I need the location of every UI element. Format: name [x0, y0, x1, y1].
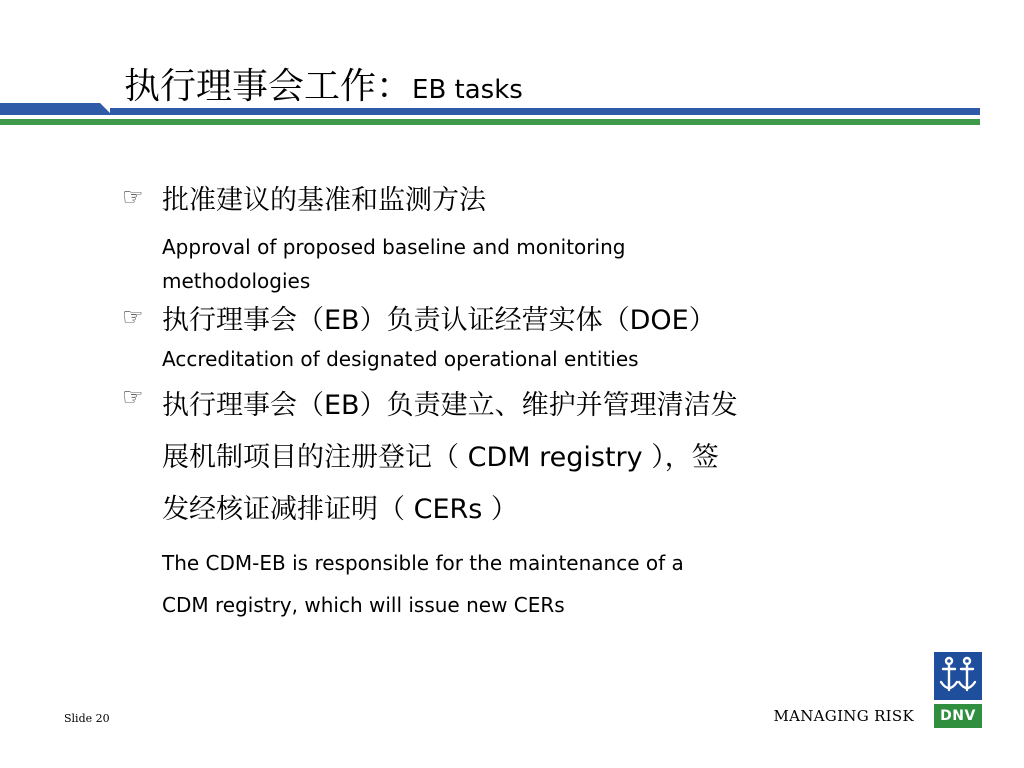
pointing-hand-icon: ☞ — [122, 383, 144, 411]
bullet-item — [122, 180, 902, 222]
slide-number: Slide 20 — [64, 712, 110, 725]
slide-title-en: EB tasks — [412, 75, 523, 105]
pointing-hand-icon: ☞ — [122, 303, 144, 331]
tagline: MANAGING RISK — [773, 707, 914, 725]
header-bar-blue-line — [110, 108, 980, 115]
slide-title — [124, 58, 523, 109]
bullet-zh-text: 执行理事会（EB）负责建立、维护并管理清洁发 展机制项目的注册登记（ CDM registry ），签 发经核证减排证明（ CERs ） — [162, 390, 738, 525]
header-bar-green — [0, 119, 980, 125]
pointing-hand-icon: ☞ — [122, 183, 144, 211]
bullet-item — [122, 380, 902, 536]
slide-title-zh: 执行理事会工作： — [124, 66, 413, 107]
bullet-en-text: The CDM-EB is responsible for the maintenance of a CDM registry, which will issue new CERs — [162, 551, 684, 617]
bullet-zh-text: 执行理事会（EB）负责认证经营实体（DOE） — [162, 305, 716, 336]
slide-body — [122, 180, 902, 626]
bullet-zh-text: 批准建议的基准和监测方法 — [162, 185, 486, 216]
dnv-wordmark: DNV — [934, 704, 982, 728]
dnv-logo — [934, 652, 982, 730]
bullet-en-text: Approval of proposed baseline and monitoring methodologies — [162, 235, 626, 293]
bullet-en-text: Accreditation of designated operational entities — [162, 347, 639, 371]
anchor-emblem-icon — [934, 652, 982, 700]
bullet-item — [122, 300, 902, 342]
